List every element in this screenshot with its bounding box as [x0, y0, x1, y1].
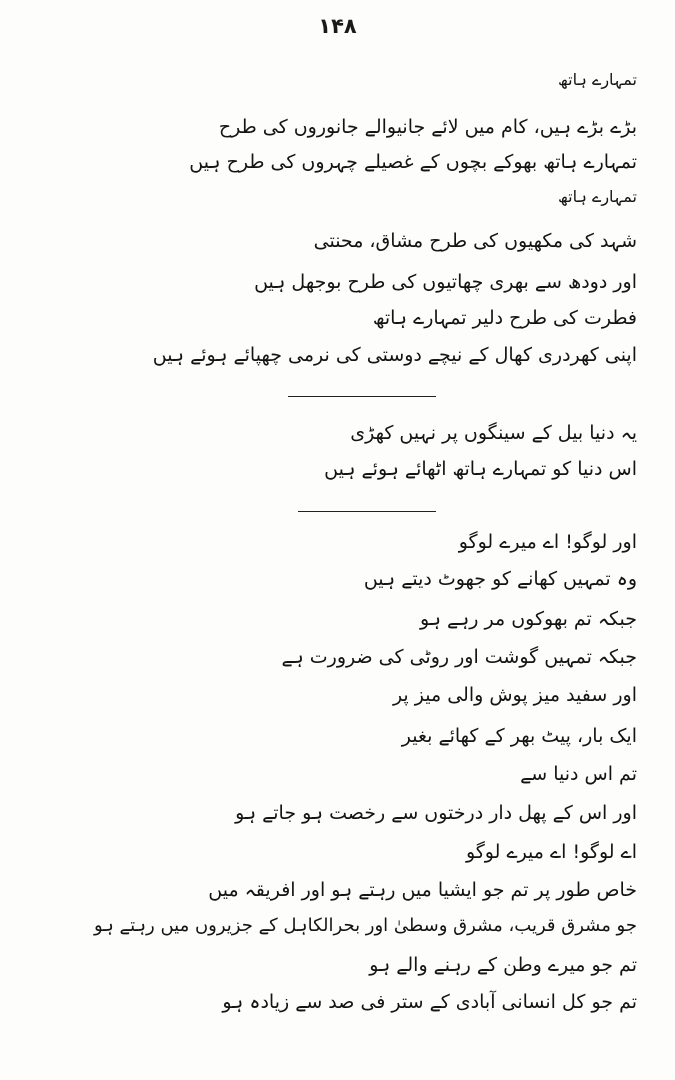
poem-line: وہ تمہیں کھانے کو جھوٹ دیتے ہیں: [363, 568, 637, 590]
poem-line: اور لوگو! اے میرے لوگو: [458, 531, 637, 553]
poem-line: اور اس کے پھل دار درختوں سے رخصت ہو جاتے ہو: [235, 802, 637, 824]
poem-line: تمہارے ہاتھ: [558, 187, 637, 206]
poem-line: بڑے بڑے ہیں، کام میں لائے جانیوالے جانوروں کی طرح: [218, 116, 637, 138]
page-number: ۱۴۸: [318, 14, 357, 38]
poem-line: اے لوگو! اے میرے لوگو: [465, 841, 637, 863]
poem-line: جو مشرق قریب، مشرق وسطیٰ اور بحرالکاہل کے جزیروں میں رہتے ہو: [93, 915, 637, 936]
section-divider: [298, 511, 436, 512]
section-divider: [288, 396, 436, 397]
poem-line: خاص طور پر تم جو ایشیا میں رہتے ہو اور افریقہ میں: [208, 879, 637, 901]
poem-line: تم اس دنیا سے: [520, 763, 637, 785]
poem-line: ایک بار، پیٹ بھر کے کھائے بغیر: [401, 725, 637, 747]
poem-line: اور دودھ سے بھری چھاتیوں کی طرح بوجھل ہیں: [254, 271, 637, 293]
poem-line: تم جو کل انسانی آبادی کے ستر فی صد سے زیادہ ہو: [222, 991, 637, 1013]
poem-line: اپنی کھردری کھال کے نیچے دوستی کی نرمی چھپائے ہوئے ہیں: [152, 344, 637, 366]
poem-line: جبکہ تمہیں گوشت اور روٹی کی ضرورت ہے: [281, 646, 637, 668]
poem-line: اور سفید میز پوش والی میز پر: [392, 684, 637, 706]
poem-line: فطرت کی طرح دلیر تمہارے ہاتھ: [372, 307, 637, 329]
poem-line: تمہارے ہاتھ: [558, 70, 637, 89]
poem-line: جبکہ تم بھوکوں مر رہے ہو: [420, 608, 637, 630]
poem-line: اس دنیا کو تمہارے ہاتھ اٹھائے ہوئے ہیں: [324, 458, 637, 480]
poem-line: یہ دنیا بیل کے سینگوں پر نہیں کھڑی: [350, 422, 637, 444]
poem-line: تمہارے ہاتھ بھوکے بچوں کے غصیلے چہروں کی طرح ہیں: [189, 151, 637, 173]
poem-line: شہد کی مکھیوں کی طرح مشاق، محنتی: [313, 230, 637, 252]
poem-line: تم جو میرے وطن کے رہنے والے ہو: [369, 954, 637, 976]
